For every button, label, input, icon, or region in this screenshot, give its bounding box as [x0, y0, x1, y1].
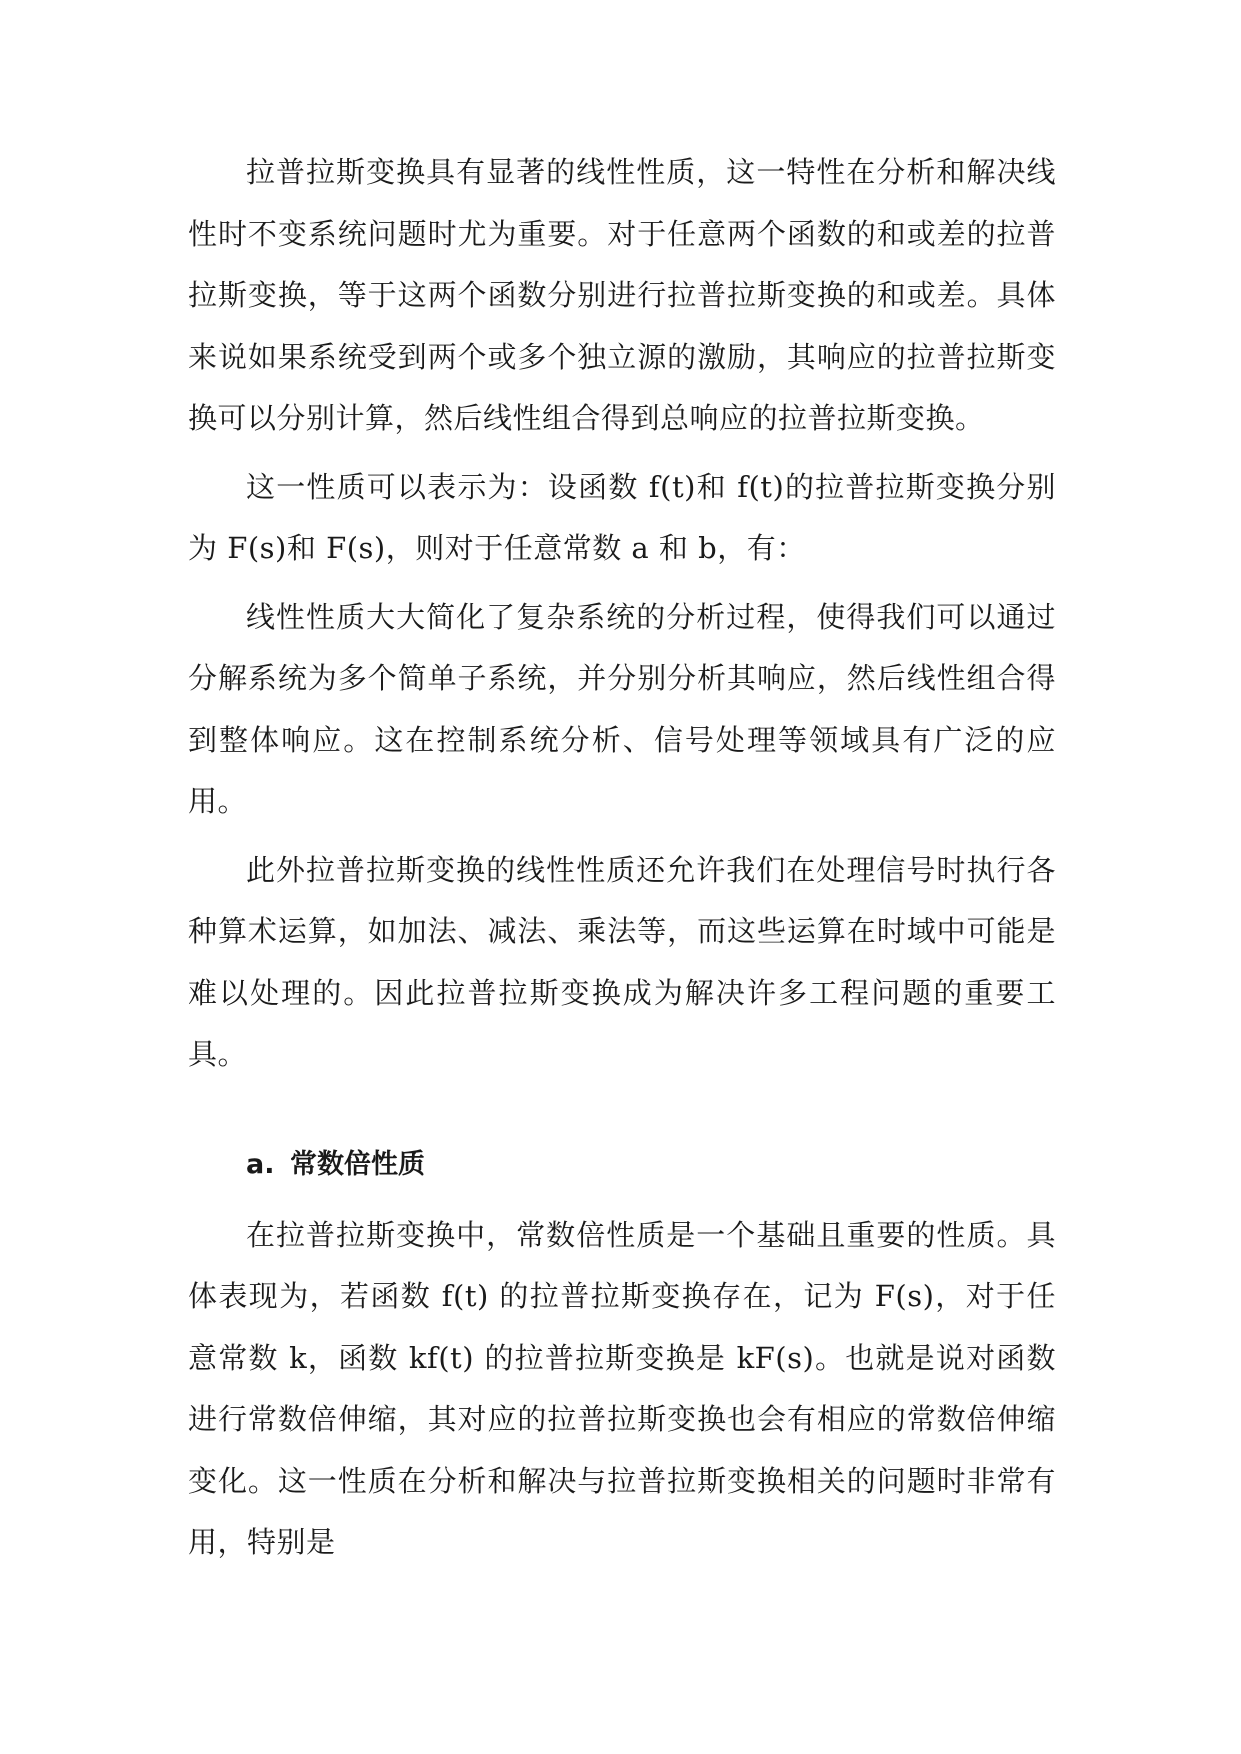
- paragraph-linearity-operations: 此外拉普拉斯变换的线性性质还允许我们在处理信号时执行各种算术运算，如加法、减法、乘法等，而这些运算在时域中可能是难以处理的。因此拉普拉斯变换成为解决许多工程问题的重要工具。: [188, 852, 1056, 1071]
- paragraph-linearity-benefit: 线性性质大大简化了复杂系统的分析过程，使得我们可以通过分解系统为多个简单子系统，并分别分析其响应，然后线性组合得到整体响应。这在控制系统分析、信号处理等领域具有广泛的应用。: [188, 599, 1056, 818]
- section-heading: [188, 1134, 1056, 1195]
- paragraph-constant-multiple: 在拉普拉斯变换中，常数倍性质是一个基础且重要的性质。具体表现为，若函数 f(t) 的拉普拉斯变换存在，记为 F(s)，对于任意常数 k，函数 kf(t) 的拉普拉斯变换是 kF(s)。也就是说对函数进行常数倍伸缩，其对应的拉普拉斯变换也会有相应的常数倍伸缩变化。这一性质在分析和解决与拉普拉斯变换相关的问题时非常有用，特别是: [188, 1217, 1056, 1559]
- paragraph-linearity-expression: 这一性质可以表示为：设函数 f(t)和 f(t)的拉普拉斯变换分别为 F(s)和 F(s)，则对于任意常数 a 和 b，有：: [188, 469, 1056, 565]
- paragraph-linearity-intro: 拉普拉斯变换具有显著的线性性质，这一特性在分析和解决线性时不变系统问题时尤为重要。对于任意两个函数的和或差的拉普拉斯变换，等于这两个函数分别进行拉普拉斯变换的和或差。具体来说如果系统受到两个或多个独立源的激励，其响应的拉普拉斯变换可以分别计算，然后线性组合得到总响应的拉普拉斯变换。: [188, 155, 1056, 435]
- section-heading-marker: a.: [246, 1148, 275, 1180]
- section-heading-title: 常数倍性质: [290, 1148, 425, 1180]
- document-body: [188, 142, 1056, 1581]
